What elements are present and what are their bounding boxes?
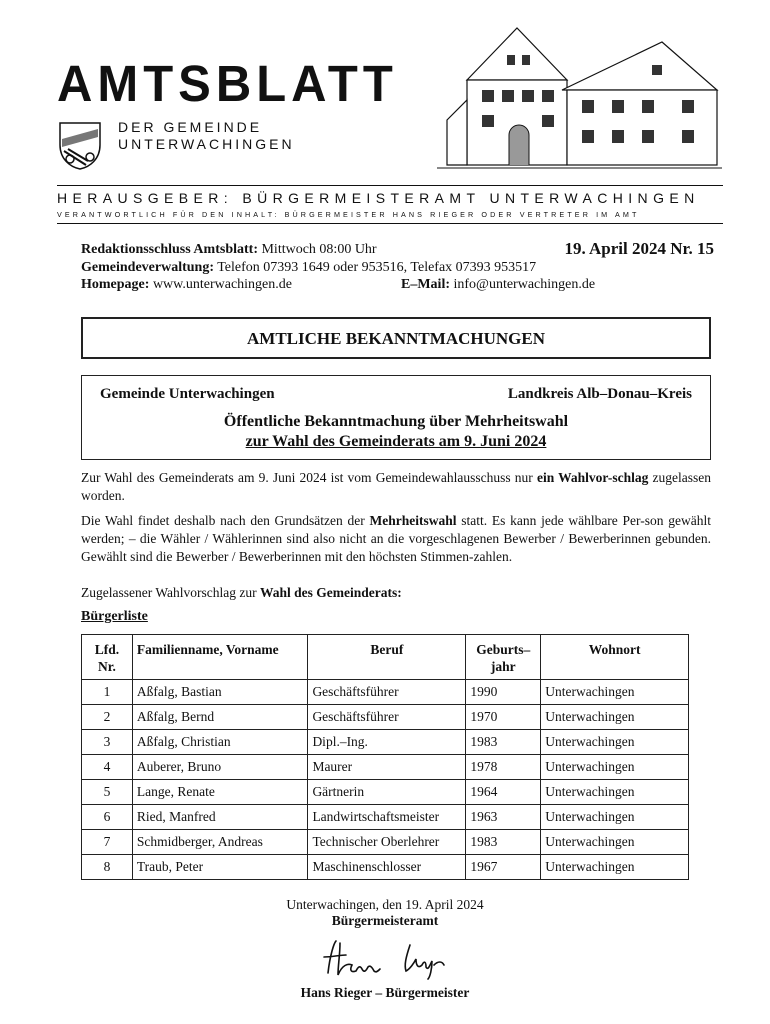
table-row: [82, 705, 689, 730]
col-header-number: Lfd. Nr.: [82, 635, 133, 680]
row-number: 7: [82, 830, 133, 855]
closing-place-date: Unterwachingen, den 19. April 2024: [286, 897, 484, 912]
row-number: 6: [82, 805, 133, 830]
table-row: [82, 680, 689, 705]
p3-text-b: Wahl des Gemeinderats:: [259, 585, 402, 600]
row-name: Lange, Renate: [132, 780, 308, 805]
town-hall-illustration-icon: [437, 20, 722, 170]
row-residence: Unterwachingen: [541, 680, 689, 705]
district-name: Landkreis Alb–Donau–Kreis: [507, 386, 692, 402]
row-birth-year: 1978: [466, 755, 541, 780]
section-title: AMTLICHE BEKANNTMACHUNGEN: [81, 317, 711, 359]
responsible-line: VERANTWORTLICH FÜR DEN INHALT: BÜRGERMEISTER HANS RIEGER ODER VERTRETER IM AMT: [57, 210, 640, 219]
row-profession: Maurer: [308, 755, 466, 780]
masthead-bottom-rule: [57, 223, 723, 224]
paragraph-3: [81, 584, 711, 602]
email-line: [401, 276, 595, 294]
deadline-line: [81, 241, 377, 259]
notice-heading-line-1: Öffentliche Bekanntmachung über Mehrheitswahl: [223, 413, 569, 430]
table-row: [82, 830, 689, 855]
issue-date-number: 19. April 2024 Nr. 15: [564, 239, 714, 258]
masthead-top-rule: [57, 185, 723, 186]
row-name: Schmidberger, Andreas: [132, 830, 308, 855]
table-header-row: [82, 635, 689, 680]
table-row: [82, 855, 689, 880]
publisher-line: HERAUSGEBER: BÜRGERMEISTERAMT UNTERWACHINGEN: [57, 190, 700, 206]
table-row: [82, 730, 689, 755]
deadline-value: Mittwoch 08:00 Uhr: [261, 242, 377, 257]
row-birth-year: 1970: [466, 705, 541, 730]
row-residence: Unterwachingen: [541, 805, 689, 830]
col-header-birth-year: Geburts– jahr: [466, 635, 541, 680]
p1-text-b: ein Wahlvor-schlag: [536, 470, 649, 485]
row-residence: Unterwachingen: [541, 755, 689, 780]
row-birth-year: 1983: [466, 830, 541, 855]
row-residence: Unterwachingen: [541, 830, 689, 855]
subtitle-line-2: UNTERWACHINGEN: [118, 136, 295, 152]
p3-text-a: Zugelassener Wahlvorschlag zur: [81, 585, 260, 600]
municipality-name: Gemeinde Unterwachingen: [100, 386, 275, 402]
row-name: Auberer, Bruno: [132, 755, 308, 780]
col-header-residence: Wohnort: [541, 635, 689, 680]
row-birth-year: 1990: [466, 680, 541, 705]
admin-label: Gemeindeverwaltung:: [81, 260, 214, 275]
masthead-subtitle: [118, 119, 295, 153]
closing-signer: Hans Rieger – Bürgermeister: [300, 985, 470, 1000]
row-name: Traub, Peter: [132, 855, 308, 880]
row-profession: Geschäftsführer: [308, 680, 466, 705]
deadline-label: Redaktionsschluss Amtsblatt:: [81, 242, 258, 257]
row-profession: Maschinenschlosser: [308, 855, 466, 880]
handwritten-signature: [320, 935, 460, 981]
email-label: E–Mail:: [401, 277, 450, 292]
row-number: 3: [82, 730, 133, 755]
table-row: [82, 755, 689, 780]
paragraph-2: [81, 512, 711, 566]
row-name: Ried, Manfred: [132, 805, 308, 830]
table-row: [82, 805, 689, 830]
row-number: 4: [82, 755, 133, 780]
row-profession: Gärtnerin: [308, 780, 466, 805]
p2-text-b: Mehrheitswahl: [369, 513, 457, 528]
list-title: Bürgerliste: [81, 609, 148, 624]
p2-text-a: Die Wahl findet deshalb nach den Grundsätzen der: [81, 513, 370, 528]
row-number: 1: [82, 680, 133, 705]
candidate-table: [81, 634, 689, 880]
row-profession: Geschäftsführer: [308, 705, 466, 730]
row-residence: Unterwachingen: [541, 730, 689, 755]
homepage-label: Homepage:: [81, 277, 150, 292]
closing-office: Bürgermeisteramt: [331, 913, 439, 928]
subtitle-line-1: DER GEMEINDE: [118, 119, 263, 135]
admin-value: Telefon 07393 1649 oder 953516, Telefax 07393 953517: [217, 260, 537, 275]
row-number: 2: [82, 705, 133, 730]
col-header-name: Familienname, Vorname: [132, 635, 308, 680]
row-number: 8: [82, 855, 133, 880]
row-name: Aßfalg, Christian: [132, 730, 308, 755]
homepage-link[interactable]: www.unterwachingen.de: [152, 277, 292, 292]
p2-text-c: statt. Es kann jede wählbare Per-son gewählt werden; – die Wähler / Wählerinnen sind also nicht an die vorgeschlagenen Bewerber / Bewerberinnen gebunden. Gewählt sind die Bewerber / Bewerberinnen mit den höchsten Stimmen-zahlen.: [81, 513, 711, 564]
row-residence: Unterwachingen: [541, 705, 689, 730]
row-birth-year: 1983: [466, 730, 541, 755]
email-link[interactable]: info@unterwachingen.de: [453, 277, 596, 292]
row-residence: Unterwachingen: [541, 855, 689, 880]
table-row: [82, 780, 689, 805]
row-profession: Dipl.–Ing.: [308, 730, 466, 755]
row-name: Aßfalg, Bastian: [132, 680, 308, 705]
row-birth-year: 1964: [466, 780, 541, 805]
row-residence: Unterwachingen: [541, 780, 689, 805]
p1-text-a: Zur Wahl des Gemeinderats am 9. Juni 2024 ist vom Gemeindewahlausschuss nur: [81, 470, 537, 485]
row-number: 5: [82, 780, 133, 805]
notice-header-box: [81, 375, 711, 460]
row-name: Aßfalg, Bernd: [132, 705, 308, 730]
paragraph-1: [81, 469, 711, 505]
row-birth-year: 1967: [466, 855, 541, 880]
admin-line: [81, 259, 536, 277]
row-profession: Technischer Oberlehrer: [308, 830, 466, 855]
coat-of-arms-icon: [58, 121, 102, 171]
row-profession: Landwirtschaftsmeister: [308, 805, 466, 830]
notice-heading-line-2: zur Wahl des Gemeinderats am 9. Juni 2024: [245, 433, 547, 450]
notice-heading: [82, 412, 710, 452]
col-header-profession: Beruf: [308, 635, 466, 680]
masthead-title: AMTSBLATT: [57, 55, 398, 113]
homepage-line: [81, 276, 292, 294]
p1-text-c: zugelassen worden.: [81, 470, 711, 503]
row-birth-year: 1963: [466, 805, 541, 830]
